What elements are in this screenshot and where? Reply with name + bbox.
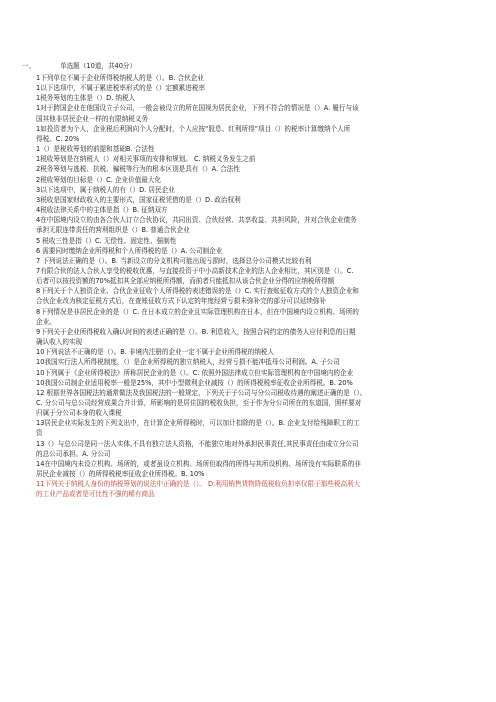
text-line: 1如投资者为个人，企业税后利润向个人分配时，个人应按“股息、红利所得”项目（）的税率计算缴纳个人所	[36, 124, 351, 133]
question-list	[36, 73, 484, 500]
text-line: 7 下列说法正确的是（）。B. 当新设立的分支机构可能出现亏损时，选择总分公司模式比较有利	[36, 256, 312, 265]
text-line: 10下列说法不正确的是（）。B. 非境内注册的企业一定不属于企业所得税的纳税人	[36, 348, 274, 357]
text-line: 1以下选项中，不属于累进税率形式的是（）定额累进税率	[36, 84, 206, 93]
text-line: 5 税收三性是指（）C. 无偿性、固定性、强制性	[36, 236, 177, 245]
text-line: 6 需要同时缴纳企业所得税和个人所得税的是（）A. 公司制企业	[36, 246, 223, 255]
text-line: 9下列关于企业所得税收入确认时间的表述正确的是（）。B. 利息收入，按照合同约定的债务人应付利息的日期	[36, 327, 356, 336]
text-line: 8下列情况是非居民企业的是（）C. 在日本成立的企业且实际管理机构在日本，但在中国境内设立机构、场所的	[36, 307, 359, 316]
text-line: 3以下选项中，属于纳税人的有（）D. 居民企业	[36, 185, 175, 194]
section-title: 单选题（10道，共40分）	[60, 62, 137, 70]
text-line: 10我国公司制企业适用税率一般是25%，其中小型微利企业减按（）的所得税税率征收企业所得税。B. 20%	[36, 378, 353, 387]
text-line: 10我国实行法人所得税制度，（）是企业所得税的独立纳税人，经营亏损不能冲抵母公司利润。A. 子公司	[36, 358, 340, 367]
text-line: 14在中国境内未设立机构、场所的，或者虽设立机构、场所但取得的所得与其所设机构、场所没有实际联系的非	[36, 459, 361, 468]
text-line: 得税。C. 20%	[36, 134, 80, 143]
text-line: 7有限合伙的法人合伙人享受的税收优惠，与直接投资于中小高新技术企业的法人企业相比，其区别是（）。C.	[36, 266, 354, 275]
text-line: 归属于分公司本身的收入课税	[36, 409, 122, 418]
text-line: 13（）与总公司是同一法人实体,不具有独立法人资格，不能独立地对外承担民事责任,其民事责任由成立分公司	[36, 439, 359, 448]
text-line: 12 根据世界各国税法的通常做法及我国税法的一般规定，下列关于子公司与分公司税收待遇的阐述正确的是（）。	[36, 388, 367, 397]
text-line: 1对于跨国企业在他国设立子公司，一般会被设立的所在国视为居民企业，下列不符合的情况是（）A. 履行与该	[36, 104, 359, 113]
highlighted-text-line: 的工业产品或者是可比性不强的稀有商品	[36, 490, 155, 499]
text-line: 4在中国境内设立的由各合伙人订立合伙协议，共同出资、合伙经营、共享收益、共担风险，并对合伙企业债务	[36, 216, 357, 225]
highlighted-text-line: 11下列关于纳税人身份的纳税筹划的说法中正确的是（）。 D.利用销售货物降低税收负担率仅限于那些税高利大	[36, 480, 361, 489]
section-number: 一、	[22, 62, 36, 70]
text-line: 2税收筹划的目标是（）C. 企业价值最大化	[36, 175, 162, 184]
text-line: 资	[36, 429, 43, 438]
text-line: 1（）是税收筹划的前提和基础B. 合法性	[36, 145, 155, 154]
text-line: 后者可以按投资额的70%抵扣其全部应纳税所得额，而前者只能抵扣从该合伙企业分得的应纳税所得额	[36, 277, 335, 286]
text-line: 8下列关于个人独资企业、合伙企业征收个人所得税的表述错误的是（）C. 实行查账征收方式的个人独资企业和	[36, 287, 359, 296]
text-line: 13居民企业实际发生的下列支出中，在计算企业所得税时，可以加计扣除的是（）。B. 企业支付给残障职工的工	[36, 419, 360, 428]
text-line: 10下列属于《企业所得税法》所称居民企业的是（）。C. 依照外国法律成立但实际管理机构在中国境内的企业	[36, 368, 354, 377]
text-line: 企业。	[36, 317, 56, 326]
text-line: 承担无限连带责任的营利组织是（）B. 普通合伙企业	[36, 226, 190, 235]
text-line: 居民企业减按（）的所得税税率征收企业所得税。B. 10%	[36, 470, 205, 479]
text-line: 3税收是国家财政收入的主要形式，国家征税凭借的是（）D. 政治权利	[36, 195, 241, 204]
text-line: 1税务筹划的主体是（）D. 纳税人	[36, 94, 136, 103]
text-line: 合伙企业改为核定征税方式后，在查账征收方式下认定的年度经营亏损未弥补完的部分可以延续弥补	[36, 297, 327, 306]
text-line: 确认收入的实现	[36, 338, 83, 347]
text-line: 1下列单位不属于企业所得税纳税人的是（）。B. 合伙企业	[36, 74, 204, 82]
text-line: 2税务筹划与逃税、抗税、骗税等行为的根本区别是具有（）A. 合法性	[36, 165, 240, 174]
text-line: 国其他非居民企业一样的有限纳税义务	[36, 114, 149, 123]
section-heading	[22, 62, 136, 71]
text-line: 的总公司承担。A. 分公司	[36, 449, 111, 458]
text-line: C. 分公司与总公司经营成果合并计算，所影响的是居住国的税收负担，至于作为分公司所在的东道国，照样要对	[36, 399, 362, 407]
text-line: 1税收筹划是在纳税人（）对相关事项的安排和规划。 C. 纳税义务发生之前	[36, 155, 256, 164]
text-line: 4税收法律关系中的主体是指（）B. 征纳双方	[36, 206, 168, 215]
